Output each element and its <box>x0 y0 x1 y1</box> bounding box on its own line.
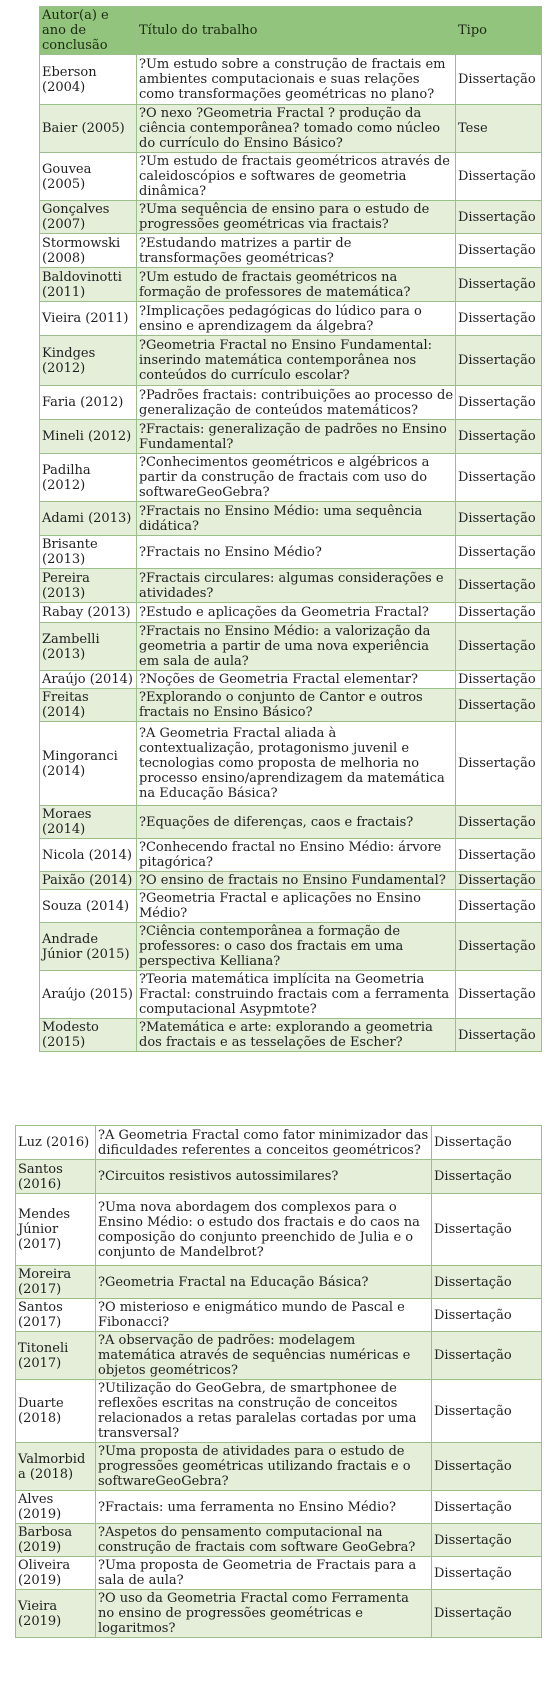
title-cell: ?Ciência contemporânea a formação de professores: o caso dos fractais em uma perspectiva Kelliana? <box>137 923 456 971</box>
author-cell: Andrade Júnior (2015) <box>40 923 137 971</box>
table-row <box>40 234 542 268</box>
title-cell: ?Fractais: uma ferramenta no Ensino Médio? <box>96 1491 432 1524</box>
author-cell: Santos (2017) <box>16 1299 96 1332</box>
title-cell: ?Conhecendo fractal no Ensino Médio: árvore pitagórica? <box>137 839 456 872</box>
table-row <box>16 1160 542 1194</box>
type-cell: Dissertação <box>456 536 542 569</box>
title-cell: ?Uma sequência de ensino para o estudo de progressões geométricas via fractais? <box>137 201 456 234</box>
table-row <box>16 1557 542 1590</box>
works-table-part-1 <box>39 6 542 1052</box>
table-row <box>40 420 542 454</box>
table-row <box>40 872 542 890</box>
author-cell: Moraes (2014) <box>40 806 137 839</box>
title-cell: ?Um estudo de fractais geométricos na formação de professores de matemática? <box>137 268 456 302</box>
title-cell: ?Geometria Fractal na Educação Básica? <box>96 1266 432 1299</box>
type-cell: Dissertação <box>456 603 542 623</box>
table-row <box>16 1491 542 1524</box>
table-row <box>40 268 542 302</box>
author-cell: Vieira (2011) <box>40 302 137 336</box>
type-cell: Dissertação <box>456 923 542 971</box>
type-cell: Dissertação <box>432 1332 542 1380</box>
type-cell: Dissertação <box>456 420 542 454</box>
table-row <box>16 1126 542 1160</box>
type-cell: Dissertação <box>456 502 542 536</box>
table-row <box>40 201 542 234</box>
author-cell: Araújo (2015) <box>40 971 137 1019</box>
type-cell: Dissertação <box>432 1266 542 1299</box>
author-cell: Oliveira (2019) <box>16 1557 96 1590</box>
type-cell: Dissertação <box>456 1019 542 1052</box>
title-cell: ?Teoria matemática implícita na Geometria Fractal: construindo fractais com a ferramenta computacional Asypmtote? <box>137 971 456 1019</box>
type-cell: Dissertação <box>432 1524 542 1557</box>
table-row <box>40 1019 542 1052</box>
type-cell: Dissertação <box>456 623 542 671</box>
author-cell: Titoneli (2017) <box>16 1332 96 1380</box>
table-row <box>40 386 542 420</box>
title-cell: ?Circuitos resistivos autossimilares? <box>96 1160 432 1194</box>
title-cell: ?O nexo ?Geometria Fractal ? produção da ciência contemporânea? tomado como núcleo do currículo do Ensino Básico? <box>137 105 456 153</box>
type-cell: Dissertação <box>456 671 542 689</box>
type-cell: Dissertação <box>432 1557 542 1590</box>
table-row <box>40 105 542 153</box>
table-row <box>16 1590 542 1638</box>
author-cell: Alves (2019) <box>16 1491 96 1524</box>
author-cell: Valmorbida (2018) <box>16 1443 96 1491</box>
title-cell: ?Equações de diferenças, caos e fractais? <box>137 806 456 839</box>
table-row <box>40 839 542 872</box>
table-row <box>40 302 542 336</box>
author-cell: Santos (2016) <box>16 1160 96 1194</box>
title-cell: ?Geometria Fractal no Ensino Fundamental: inserindo matemática contemporânea nos conteúdos do currículo escolar? <box>137 336 456 386</box>
author-cell: Kindges (2012) <box>40 336 137 386</box>
header-autor: Autor(a) e ano de conclusão <box>40 7 137 55</box>
table-row <box>40 603 542 623</box>
works-table-part-2 <box>15 1125 542 1638</box>
table-row <box>16 1443 542 1491</box>
type-cell: Dissertação <box>456 971 542 1019</box>
title-cell: ?Geometria Fractal e aplicações no Ensino Médio? <box>137 890 456 923</box>
type-cell: Dissertação <box>456 234 542 268</box>
type-cell: Dissertação <box>456 872 542 890</box>
type-cell: Dissertação <box>432 1299 542 1332</box>
table-row <box>16 1380 542 1443</box>
type-cell: Dissertação <box>456 569 542 603</box>
author-cell: Zambelli (2013) <box>40 623 137 671</box>
author-cell: Baldovinotti (2011) <box>40 268 137 302</box>
title-cell: ?Uma proposta de atividades para o estudo de progressões geométricas utilizando fractais e o softwareGeoGebra? <box>96 1443 432 1491</box>
table-row <box>16 1299 542 1332</box>
table-row <box>40 671 542 689</box>
title-cell: ?O ensino de fractais no Ensino Fundamental? <box>137 872 456 890</box>
title-cell: ?Fractais no Ensino Médio? <box>137 536 456 569</box>
author-cell: Mineli (2012) <box>40 420 137 454</box>
title-cell: ?O uso da Geometria Fractal como Ferramenta no ensino de progressões geométricas e logaritmos? <box>96 1590 432 1638</box>
author-cell: Baier (2005) <box>40 105 137 153</box>
title-cell: ?Uma proposta de Geometria de Fractais para a sala de aula? <box>96 1557 432 1590</box>
author-cell: Modesto (2015) <box>40 1019 137 1052</box>
title-cell: ?A observação de padrões: modelagem matemática através de sequências numéricas e objetos geométricos? <box>96 1332 432 1380</box>
author-cell: Araújo (2014) <box>40 671 137 689</box>
table-row <box>40 806 542 839</box>
title-cell: ?Utilização do GeoGebra, de smartphonee de reflexões escritas na construção de conceitos relacionados a retas paralelas cortadas por uma transversal? <box>96 1380 432 1443</box>
header-titulo: Título do trabalho <box>137 7 456 55</box>
header-tipo: Tipo <box>456 7 542 55</box>
author-cell: Faria (2012) <box>40 386 137 420</box>
type-cell: Dissertação <box>456 386 542 420</box>
table-row <box>40 971 542 1019</box>
type-cell: Dissertação <box>432 1126 542 1160</box>
type-cell: Dissertação <box>432 1590 542 1638</box>
title-cell: ?Implicações pedagógicas do lúdico para o ensino e aprendizagem da álgebra? <box>137 302 456 336</box>
author-cell: Stormowski (2008) <box>40 234 137 268</box>
author-cell: Pereira (2013) <box>40 569 137 603</box>
title-cell: ?Uma nova abordagem dos complexos para o Ensino Médio: o estudo dos fractais e do caos na composição do conjunto preenchido de Julia e o conjunto de Mandelbrot? <box>96 1194 432 1266</box>
type-cell: Dissertação <box>456 201 542 234</box>
table-row <box>16 1332 542 1380</box>
table-row <box>40 454 542 502</box>
author-cell: Vieira (2019) <box>16 1590 96 1638</box>
title-cell: ?Fractais circulares: algumas considerações e atividades? <box>137 569 456 603</box>
author-cell: Freitas (2014) <box>40 689 137 722</box>
table-row <box>40 153 542 201</box>
title-cell: ?Um estudo de fractais geométricos através de caleidoscópios e softwares de geometria dinâmica? <box>137 153 456 201</box>
header-row <box>40 7 542 55</box>
table-row <box>40 689 542 722</box>
type-cell: Tese <box>456 105 542 153</box>
title-cell: ?Matemática e arte: explorando a geometria dos fractais e as tesselações de Escher? <box>137 1019 456 1052</box>
type-cell: Dissertação <box>432 1380 542 1443</box>
table-row <box>40 55 542 105</box>
type-cell: Dissertação <box>456 55 542 105</box>
title-cell: ?Fractais no Ensino Médio: uma sequência didática? <box>137 502 456 536</box>
author-cell: Nicola (2014) <box>40 839 137 872</box>
type-cell: Dissertação <box>456 839 542 872</box>
author-cell: Mingoranci (2014) <box>40 722 137 806</box>
author-cell: Souza (2014) <box>40 890 137 923</box>
author-cell: Eberson (2004) <box>40 55 137 105</box>
author-cell: Moreira (2017) <box>16 1266 96 1299</box>
author-cell: Barbosa (2019) <box>16 1524 96 1557</box>
type-cell: Dissertação <box>432 1491 542 1524</box>
table-row <box>16 1194 542 1266</box>
title-cell: ?Fractais: generalização de padrões no Ensino Fundamental? <box>137 420 456 454</box>
author-cell: Paixão (2014) <box>40 872 137 890</box>
table-row <box>16 1524 542 1557</box>
table-row <box>40 536 542 569</box>
title-cell: ?Explorando o conjunto de Cantor e outros fractais no Ensino Básico? <box>137 689 456 722</box>
type-cell: Dissertação <box>432 1194 542 1266</box>
title-cell: ?Estudando matrizes a partir de transformações geométricas? <box>137 234 456 268</box>
table-row <box>40 623 542 671</box>
table-row <box>40 569 542 603</box>
author-cell: Adami (2013) <box>40 502 137 536</box>
author-cell: Brisante (2013) <box>40 536 137 569</box>
type-cell: Dissertação <box>456 806 542 839</box>
type-cell: Dissertação <box>456 890 542 923</box>
type-cell: Dissertação <box>432 1443 542 1491</box>
title-cell: ?Fractais no Ensino Médio: a valorização da geometria a partir de uma nova experiência em sala de aula? <box>137 623 456 671</box>
author-cell: Padilha (2012) <box>40 454 137 502</box>
title-cell: ?Noções de Geometria Fractal elementar? <box>137 671 456 689</box>
table-row <box>16 1266 542 1299</box>
title-cell: ?Padrões fractais: contribuições ao processo de generalização de conteúdos matemáticos? <box>137 386 456 420</box>
title-cell: ?A Geometria Fractal como fator minimizador das dificuldades referentes a conceitos geométricos? <box>96 1126 432 1160</box>
type-cell: Dissertação <box>456 336 542 386</box>
title-cell: ?O misterioso e enigmático mundo de Pascal e Fibonacci? <box>96 1299 432 1332</box>
title-cell: ?Estudo e aplicações da Geometria Fractal? <box>137 603 456 623</box>
title-cell: ?Conhecimentos geométricos e algébricos a partir da construção de fractais com uso do softwareGeoGebra? <box>137 454 456 502</box>
table-row <box>40 923 542 971</box>
type-cell: Dissertação <box>456 268 542 302</box>
table-row <box>40 722 542 806</box>
type-cell: Dissertação <box>456 302 542 336</box>
type-cell: Dissertação <box>456 454 542 502</box>
table-row <box>40 890 542 923</box>
author-cell: Duarte (2018) <box>16 1380 96 1443</box>
table-row <box>40 502 542 536</box>
type-cell: Dissertação <box>432 1160 542 1194</box>
author-cell: Luz (2016) <box>16 1126 96 1160</box>
author-cell: Gonçalves (2007) <box>40 201 137 234</box>
title-cell: ?Um estudo sobre a construção de fractais em ambientes computacionais e suas relações como transformações geométricas no plano? <box>137 55 456 105</box>
author-cell: Gouvea (2005) <box>40 153 137 201</box>
author-cell: Rabay (2013) <box>40 603 137 623</box>
type-cell: Dissertação <box>456 722 542 806</box>
table-row <box>40 336 542 386</box>
type-cell: Dissertação <box>456 689 542 722</box>
title-cell: ?A Geometria Fractal aliada à contextualização, protagonismo juvenil e tecnologias como proposta de melhoria no processo ensino/aprendizagem da matemática na Educação Básica? <box>137 722 456 806</box>
title-cell: ?Aspetos do pensamento computacional na construção de fractais com software GeoGebra? <box>96 1524 432 1557</box>
author-cell: Mendes Júnior (2017) <box>16 1194 96 1266</box>
type-cell: Dissertação <box>456 153 542 201</box>
